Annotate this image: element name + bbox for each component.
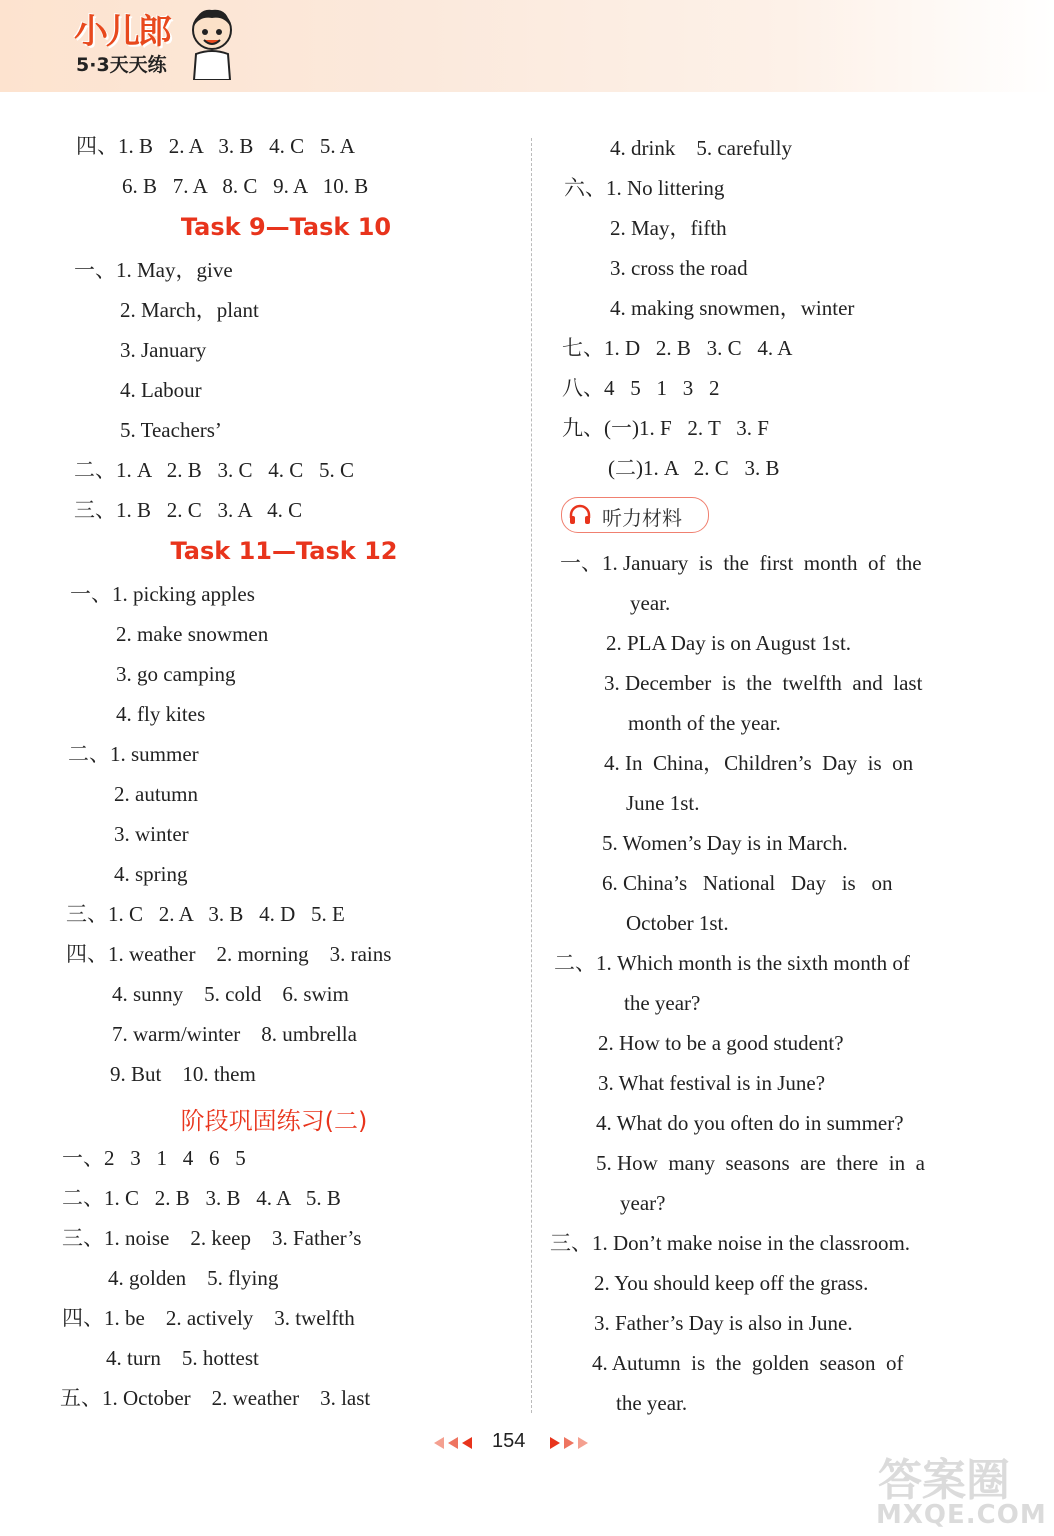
section-heading-task-9-10: Task 9—Task 10 — [180, 213, 392, 241]
answer-line: 二、1. C 2. B 3. B 4. A 5. B — [62, 1186, 341, 1210]
transcript-line: 三、1. Don’t make noise in the classroom. — [550, 1231, 911, 1255]
transcript-line: 6. China’s National Day is on — [602, 871, 893, 895]
answer-line: 4. drink 5. carefully — [610, 136, 792, 160]
transcript-line: 一、1. January is the first month of the — [560, 551, 922, 575]
answer-line: 9. But 10. them — [110, 1062, 256, 1086]
transcript-line: 2. You should keep off the grass. — [594, 1271, 869, 1295]
answer-line: 一、1. May，give — [74, 258, 233, 282]
transcript-line: the year? — [624, 991, 701, 1015]
section-heading-task-11-12: Task 11—Task 12 — [170, 537, 398, 565]
watermark — [872, 1444, 1052, 1532]
answer-line: 4. making snowmen，winter — [610, 296, 855, 320]
answer-line: 2. May，fifth — [610, 216, 727, 240]
answer-line: 4. golden 5. flying — [108, 1266, 279, 1290]
right-arrows-icon — [548, 1436, 594, 1450]
answer-line: 4. spring — [114, 862, 188, 886]
answer-line: 3. cross the road — [610, 256, 748, 280]
transcript-line: month of the year. — [628, 711, 781, 735]
transcript-line: 2. PLA Day is on August 1st. — [606, 631, 852, 655]
answer-line: 4. turn 5. hottest — [106, 1346, 259, 1370]
transcript-line: 2. How to be a good student? — [598, 1031, 844, 1055]
answer-line: 3. winter — [114, 822, 189, 846]
answer-line: 四、1. weather 2. morning 3. rains — [66, 942, 392, 966]
section-heading-review: 阶段巩固练习(二) — [180, 1107, 368, 1135]
answer-line: 三、1. B 2. C 3. A 4. C — [74, 498, 303, 522]
answer-line: 二、1. summer — [68, 742, 199, 766]
transcript-line: 3. Father’s Day is also in June. — [594, 1311, 853, 1335]
answer-line: 四、1. B 2. A 3. B 4. C 5. A — [76, 134, 355, 158]
answer-line: 3. go camping — [116, 662, 236, 686]
answer-line: 3. January — [120, 338, 207, 362]
answer-line: 4. sunny 5. cold 6. swim — [112, 982, 349, 1006]
answer-line: 二、1. A 2. B 3. C 4. C 5. C — [74, 458, 355, 482]
answer-line: 六、1. No littering — [564, 176, 725, 200]
watermark-text: 答案圈 — [878, 1455, 1010, 1506]
answer-line: (二)1. A 2. C 3. B — [608, 456, 780, 480]
answer-line: 七、1. D 2. B 3. C 4. A — [562, 336, 793, 360]
transcript-line: 4. Autumn is the golden season of — [592, 1351, 904, 1375]
transcript-line: year. — [630, 591, 671, 615]
answer-line: 5. Teachers’ — [120, 418, 222, 442]
series-name: 5·3天天练 — [76, 54, 167, 76]
logo — [72, 4, 242, 80]
transcript-line: 4. In China，Children’s Day is on — [604, 751, 914, 775]
brand-name: 小儿郎 — [74, 12, 170, 52]
answer-line: 2. March，plant — [120, 298, 259, 322]
page-number: 154 — [492, 1430, 526, 1452]
answer-line: 三、1. noise 2. keep 3. Father’s — [62, 1226, 362, 1250]
answer-line: 九、(一)1. F 2. T 3. F — [562, 416, 769, 440]
answer-line: 一、1. picking apples — [70, 582, 255, 606]
answer-line: 6. B 7. A 8. C 9. A 10. B — [122, 174, 369, 198]
listening-material-tag — [561, 497, 709, 533]
transcript-line: year? — [620, 1191, 666, 1215]
listening-material-label: 听力材料 — [602, 506, 682, 530]
transcript-line: 5. How many seasons are there in a — [596, 1151, 925, 1175]
watermark-url: MXQE.COM — [876, 1500, 1047, 1530]
answer-line: 五、1. October 2. weather 3. last — [60, 1386, 371, 1410]
answer-line: 八、4 5 1 3 2 — [562, 376, 720, 400]
transcript-line: 3. What festival is in June? — [598, 1071, 826, 1095]
left-arrows-icon — [432, 1436, 478, 1450]
transcript-line: 3. December is the twelfth and last — [604, 671, 923, 695]
transcript-line: June 1st. — [626, 791, 700, 815]
headphones-icon — [568, 504, 592, 526]
transcript-line: October 1st. — [626, 911, 729, 935]
answer-line: 4. Labour — [120, 378, 202, 402]
column-divider — [531, 138, 532, 1413]
answer-line: 2. autumn — [114, 782, 198, 806]
page-number-bar — [432, 1430, 602, 1460]
answer-line: 四、1. be 2. actively 3. twelfth — [62, 1306, 355, 1330]
answer-line: 一、2 3 1 4 6 5 — [62, 1146, 246, 1170]
answer-line: 三、1. C 2. A 3. B 4. D 5. E — [66, 902, 345, 926]
transcript-line: the year. — [616, 1391, 688, 1415]
answer-line: 7. warm/winter 8. umbrella — [112, 1022, 357, 1046]
transcript-line: 4. What do you often do in summer? — [596, 1111, 904, 1135]
answer-line: 2. make snowmen — [116, 622, 269, 646]
answer-line: 4. fly kites — [116, 702, 206, 726]
mascot-icon — [190, 4, 234, 80]
transcript-line: 二、1. Which month is the sixth month of — [554, 951, 910, 975]
transcript-line: 5. Women’s Day is in March. — [602, 831, 848, 855]
